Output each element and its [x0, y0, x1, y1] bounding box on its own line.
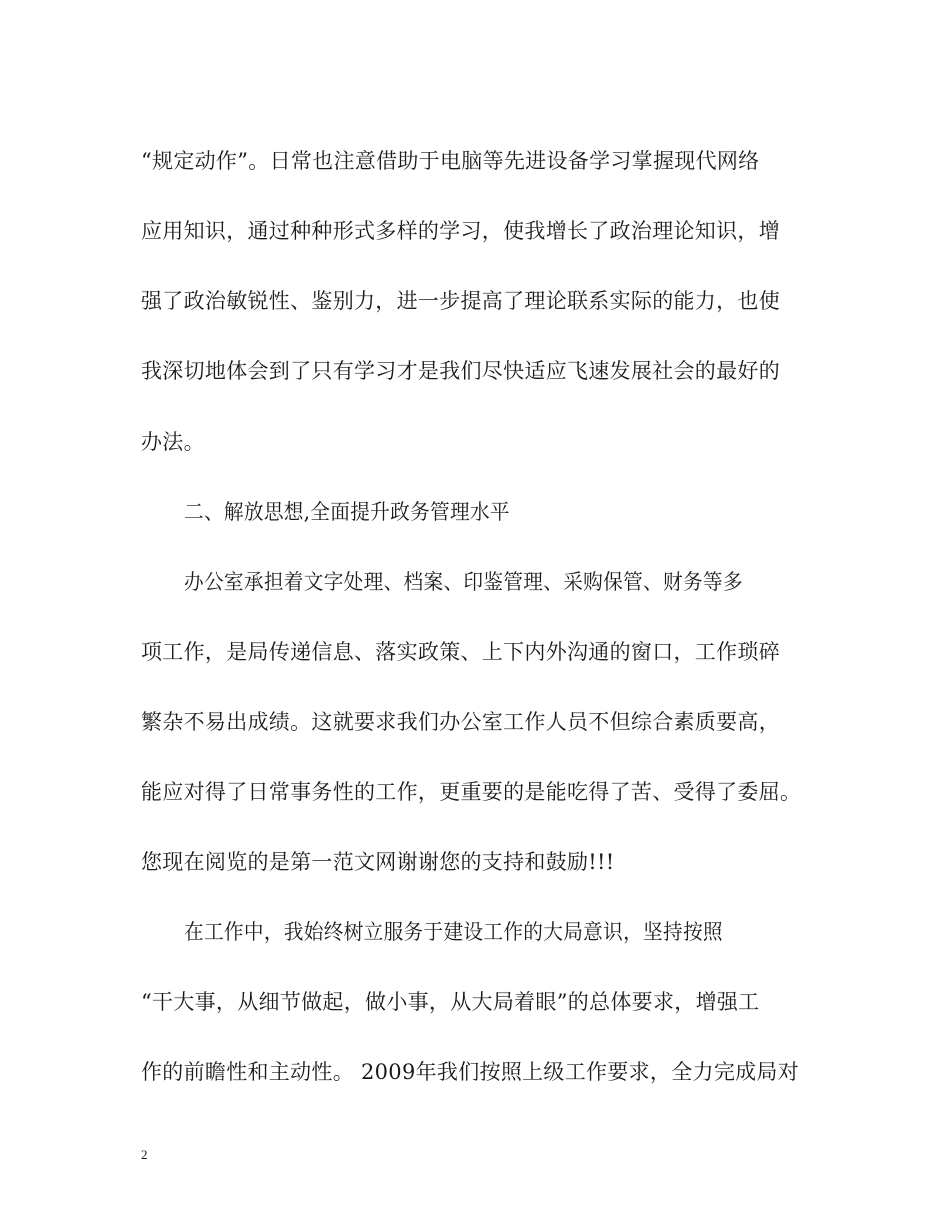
text-line: 在工作中，我始终树立服务于建设工作的大局意识，坚持按照: [184, 920, 723, 944]
text-line: 办公室承担着文字处理、档案、印鉴管理、采购保管、财务等多: [184, 570, 743, 594]
text-line: 繁杂不易出成绩。这就要求我们办公室工作人员不但综合素质要高，: [141, 710, 780, 734]
text-line: 办法。: [141, 430, 205, 454]
text-line: “干大事，从细节做起，做小事，从大局着眼”的总体要求，增强工: [141, 990, 760, 1014]
text-line: 能应对得了日常事务性的工作，更重要的是能吃得了苦、受得了委屈。: [141, 780, 802, 804]
text-line: 我深切地体会到了只有学习才是我们尽快适应飞速发展社会的最好的: [141, 359, 780, 383]
text-line: “规定动作”。日常也注意借助于电脑等先进设备学习掌握现代网络: [141, 149, 760, 173]
text-line: 项工作，是局传递信息、落实政策、上下内外沟通的窗口，工作琐碎: [141, 640, 780, 664]
text-line: 您现在阅览的是第一范文网谢谢您的支持和鼓励!!!: [141, 850, 615, 874]
text-line: 应用知识，通过种种形式多样的学习，使我增长了政治理论知识，增: [141, 219, 780, 243]
page-number: 2: [141, 1147, 148, 1162]
text-line: 作的前瞻性和主动性。 2009年我们按照上级工作要求，全力完成局对: [141, 1060, 800, 1084]
text-line: 强了政治敏锐性、鉴别力，进一步提高了理论联系实际的能力，也使: [141, 289, 780, 313]
section-heading: 二、解放思想,全面提升政务管理水平: [184, 500, 510, 524]
